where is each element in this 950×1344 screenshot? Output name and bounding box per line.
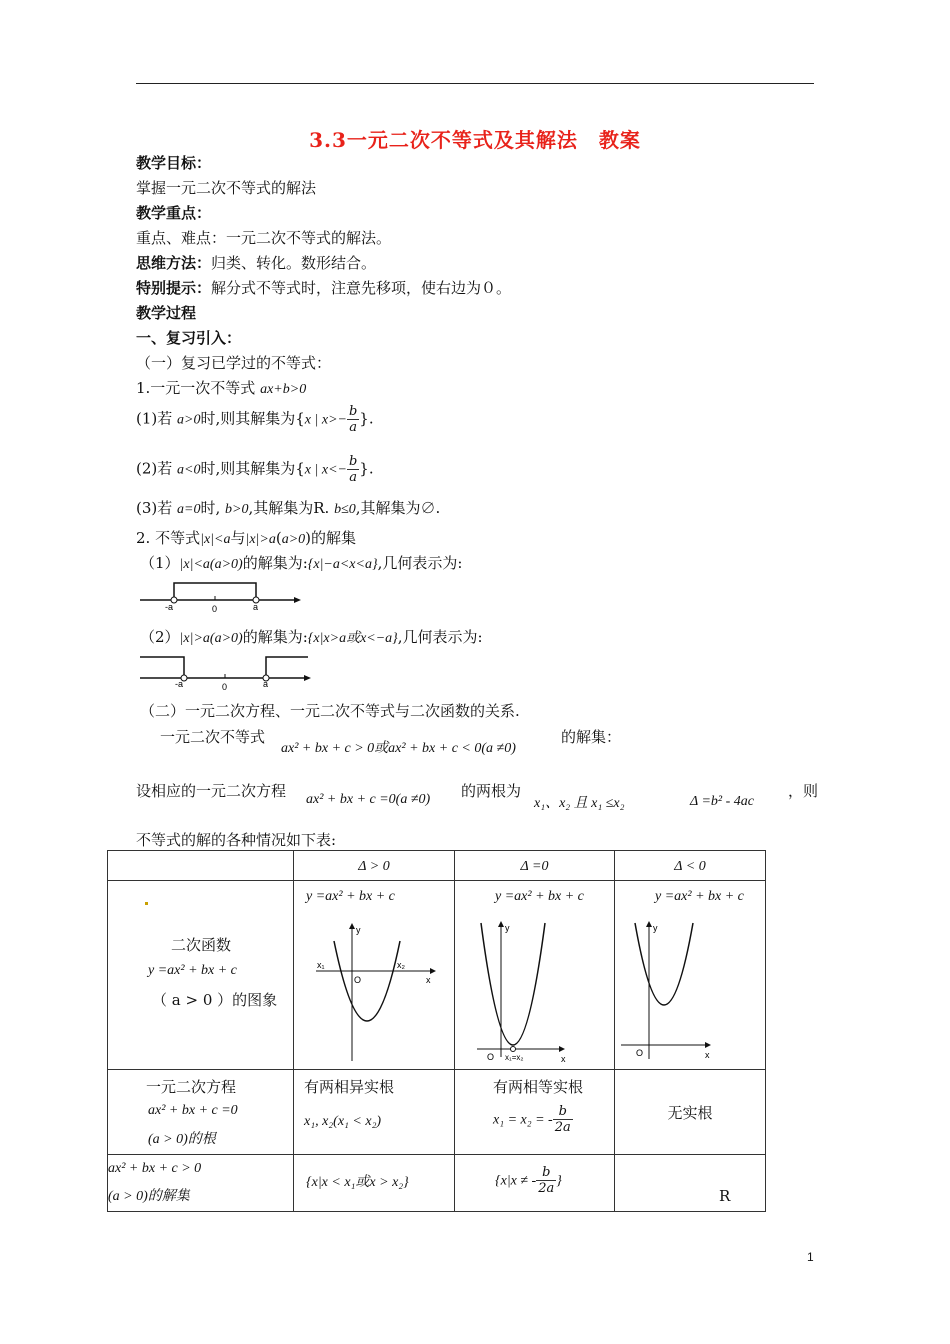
eq-label: 一元二次方程 [146,1078,237,1096]
case-2 [136,454,374,485]
goal-label: 教学目标： [136,154,212,172]
graph-expr-positive: y =ax² + bx + c [306,889,395,904]
number-line-2-right-label: a [263,679,269,689]
case-1 [136,404,374,435]
graph-negative-x-label: x [705,1050,710,1060]
graph-expr-zero: y =ax² + bx + c [495,889,584,904]
case-2-pre: (2)若 [136,459,178,478]
section-1-heading: 一、复习引入： [136,329,242,347]
case-3-cond3: b≤0 [334,502,356,517]
eq-roots: x₁、x₂ 且 x₁ ≤x₂ [534,796,625,811]
roots-negative-text: 无实根 [667,1103,713,1122]
item-1-expr: ax+b>0 [260,382,307,397]
abs-2-set: {x|x>a或x<−a} [307,631,398,646]
case-2-set: x | x<− [304,462,347,478]
solution-table [107,850,766,1212]
eq-label-expr: ax² + bx + c =0 [148,1103,238,1118]
number-line-1-left-label: -a [165,602,174,612]
roots-positive-expr: x₁, x₂(x₁ < x₂) [304,1114,382,1129]
header-delta-zero: Δ =0 [520,859,549,874]
process-heading: 教学过程 [136,304,197,322]
abs-2 [140,626,483,647]
number-line-2 [136,652,316,692]
sol-label-cell [108,1155,294,1212]
sol-zero-set [495,1165,562,1196]
graph-negative-y-arrow [646,921,652,927]
eq-expr: ax² + bx + c =0(a ≠0) [306,792,431,807]
sol-label-expr: ax² + bx + c > 0 [108,1161,202,1176]
case-1-num: b [348,404,358,419]
roots-zero-text: 有两相等实根 [493,1078,584,1096]
abs-2-post: ,几何表示为: [397,628,483,646]
sol-positive-set: {x|x < x₁或x > x₂} [306,1175,409,1190]
graph-negative-parabola [635,923,693,1005]
method-label: 思维方法： [136,254,212,272]
graph-zero-x-label: x [561,1054,566,1064]
case-1-den: a [349,420,358,435]
graph-zero-x-arrow [559,1046,565,1052]
graph-zero-root-label: x₁=x₂ [505,1053,524,1062]
abs-1-pre: （1） [140,554,180,572]
graph-zero-root-point [511,1047,516,1052]
ineq-pre: 一元二次不等式 [160,728,266,746]
func-label-cell [108,881,294,1070]
graph-positive-x2: x₂ [397,960,405,970]
item-2 [136,527,356,548]
case-3-mid: 时, [200,499,226,517]
roots-zero-expr [493,1104,573,1135]
sol-zero-pre: {x|x ≠ - [495,1173,537,1189]
table-solution-row [108,1155,766,1212]
eq-pre: 设相应的一元二次方程 [136,782,287,800]
item-2-expr1: |x|<a [200,532,231,547]
sol-zero-post: } [556,1173,562,1189]
item-2-pre: 2. 不等式 [136,529,201,547]
subsection-1: （一）复习已学过的不等式： [136,354,332,372]
hint-label: 特别提示： [136,279,212,297]
graph-zero-origin: O [487,1052,495,1062]
abs-1-mid: 的解集为: [242,554,308,572]
key-text: 重点、难点：一元二次不等式的解法。 [136,229,392,247]
graph-negative-y-label: y [653,923,658,933]
graph-zero [473,917,603,1067]
number-line-1-zero-label: 0 [212,604,218,614]
sol-cell-zero [455,1155,615,1212]
case-2-mid: 时,则其解集为{ [200,459,305,478]
table-graph-row [108,881,766,1070]
abs-1 [140,552,462,573]
case-1-cond: a>0 [177,412,201,428]
case-2-num: b [348,454,358,469]
number-line-2-right-ray [266,657,308,678]
header-delta-positive: Δ > 0 [358,859,390,874]
roots-zero-fraction [553,1104,573,1135]
case-1-pre: (1)若 [136,409,178,428]
case-1-post: }. [359,409,374,428]
graph-negative [619,917,739,1067]
item-2-cond: a>0 [281,532,306,547]
graph-zero-y-label: y [505,923,510,933]
sol-zero-num: b [536,1165,556,1181]
eq-mid: 的两根为 [461,782,522,800]
number-line-2-arrow [304,675,311,681]
case-1-set: x | x>− [304,412,347,428]
sol-zero-fraction [536,1165,556,1196]
graph-zero-parabola [481,923,545,1045]
case-3 [136,497,440,518]
graph-positive-y-label: y [356,925,361,935]
sol-cell-positive [294,1155,455,1212]
decorative-dot [145,902,148,905]
graph-positive-origin: O [354,975,362,985]
abs-2-expr: |x|>a(a>0) [179,631,243,646]
method-text: 归类、转化。数形结合。 [211,254,377,272]
header-delta-negative: Δ < 0 [674,859,706,874]
roots-cell-positive [294,1070,455,1155]
graph-positive-x-arrow [430,968,436,974]
roots-positive-text: 有两相异实根 [304,1078,395,1096]
abs-2-pre: （2） [140,628,180,646]
roots-zero-num: b [553,1104,573,1120]
table-header-negative [615,851,766,881]
subsection-2: （二）一元二次方程、一元二次不等式与二次函数的关系. [140,702,520,720]
case-1-fraction [347,404,359,435]
abs-1-post: ,几何表示为: [377,554,463,572]
item-1 [136,377,306,398]
ineq-expr: ax² + bx + c > 0或ax² + bx + c < 0(a ≠0) [281,741,516,756]
page-number: 1 [807,1250,814,1264]
item-1-prefix: 1.一元一次不等式 [136,379,261,397]
case-1-mid: 时,则其解集为{ [200,409,305,428]
key-label [136,202,211,223]
number-line-2-left-ray [140,657,184,678]
case-3-cond2: b>0 [225,502,249,517]
roots-zero-pre: x₁ = x₂ = - [493,1112,553,1128]
number-line-2-left-label: -a [175,679,184,689]
roots-cell-zero [455,1070,615,1155]
method-line [136,252,376,273]
item-2-post2: )的解集 [305,529,356,547]
graph-positive-parabola [334,941,400,1021]
case-2-fraction [347,454,359,485]
eq-delta: Δ =b² - 4ac [690,794,754,809]
eq-label-cond: (a > 0)的根 [148,1132,216,1147]
case-2-cond: a<0 [177,462,201,478]
table-intro: 不等式的解的各种情况如下表: [136,831,337,849]
sol-label-cond: (a > 0)的解集 [108,1189,190,1204]
func-label: 二次函数 [171,936,232,954]
ineq-line [160,726,265,747]
graph-negative-x-arrow [705,1042,711,1048]
graph-zero-y-arrow [498,921,504,927]
case-3-pre: (3)若 [136,499,178,517]
case-3-cond: a=0 [177,502,201,517]
func-expr: y =ax² + bx + c [148,963,237,978]
graph-negative-origin: O [636,1048,644,1058]
sol-negative-text: R [719,1187,731,1205]
table-header-row [108,851,766,881]
number-line-1-right-label: a [253,602,259,612]
number-line-2-zero-label: 0 [222,682,228,692]
abs-1-set: {x|−a<x<a} [307,557,378,572]
page-title: 3.3一元二次不等式及其解法 教案 [309,128,641,152]
hint-line [136,277,511,298]
roots-zero-den: 2a [554,1120,571,1135]
graph-cell-zero [455,881,615,1070]
number-line-1-arrow [294,597,301,603]
sol-cell-negative [615,1155,766,1212]
graph-positive-x1: x₁ [317,960,325,970]
graph-expr-negative: y =ax² + bx + c [655,889,744,904]
eq-label-cell [108,1070,294,1155]
table-header-zero [455,851,615,881]
case-3-mid2: ,其解集为R. [248,499,335,517]
roots-cell-negative [615,1070,766,1155]
item-2-mid: 与 [230,529,246,547]
case-2-post: }. [359,459,374,478]
graph-cell-positive [294,881,455,1070]
item-2-expr2: |x|>a [245,532,276,547]
abs-1-expr: |x|<a(a>0) [179,557,243,572]
case-2-den: a [349,470,358,485]
sol-zero-den: 2a [538,1181,555,1196]
number-line-1 [136,578,306,616]
goal-text: 掌握一元二次不等式的解法 [136,179,317,197]
graph-positive-x-label: x [426,975,431,985]
table-corner-cell [108,851,294,881]
key-label-text: 教学重点： [136,204,212,222]
func-cond: （ a > 0 ）的图象 [152,991,278,1009]
hint-text: 解分式不等式时，注意先移项，使右边为０。 [211,279,512,297]
graph-cell-negative [615,881,766,1070]
goal-block [136,152,211,173]
ineq-post: 的解集： [561,728,622,746]
table-roots-row [108,1070,766,1155]
graph-positive [312,921,442,1061]
case-3-post: ,其解集为∅. [355,499,441,517]
graph-positive-y-arrow [349,923,355,929]
item-2-post1: ( [275,529,282,547]
eq-post: ，则 [788,782,819,800]
header-rule [136,83,814,84]
table-header-positive [294,851,455,881]
abs-2-mid: 的解集为: [242,628,308,646]
